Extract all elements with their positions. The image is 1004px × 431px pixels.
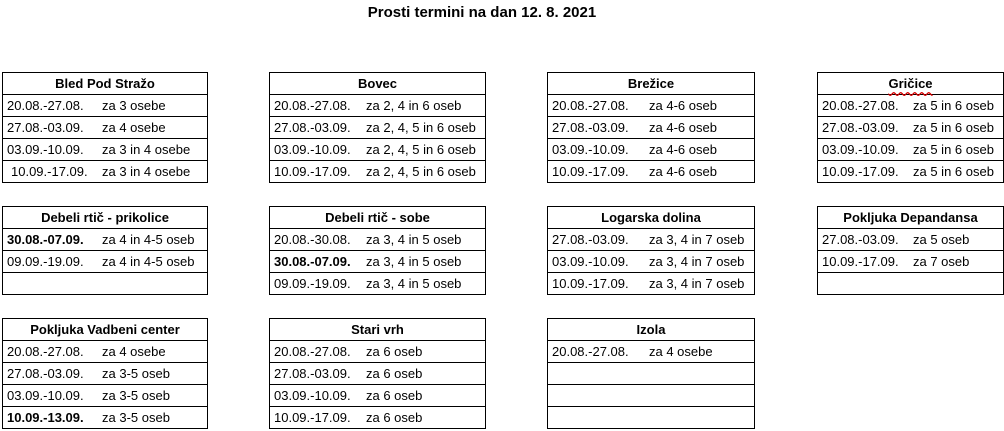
occupancy: za 3 in 4 osebe xyxy=(102,164,191,179)
date-range: 09.09.-19.09. xyxy=(7,254,84,269)
table-row xyxy=(3,407,207,428)
table-row xyxy=(548,273,754,294)
occupancy: za 3, 4 in 5 oseb xyxy=(366,276,462,291)
occupancy: za 2, 4, 5 in 6 oseb xyxy=(366,120,476,135)
occupancy: za 3-5 oseb xyxy=(102,388,170,403)
occupancy: za 5 in 6 oseb xyxy=(913,98,994,113)
occupancy: za 6 oseb xyxy=(366,366,423,381)
table-row xyxy=(818,117,1003,139)
date-range: 10.09.-17.09. xyxy=(274,164,351,179)
location-name: Bled Pod Stražo xyxy=(3,73,207,95)
date-range: 20.08.-27.08. xyxy=(7,344,84,359)
date-range: 27.08.-03.09. xyxy=(7,120,84,135)
occupancy: za 2, 4 in 6 oseb xyxy=(366,98,462,113)
table-row xyxy=(3,385,207,407)
occupancy: za 5 in 6 oseb xyxy=(913,142,994,157)
table-row xyxy=(818,161,1003,182)
occupancy: za 4 in 4-5 oseb xyxy=(102,232,195,247)
date-range: 03.09.-10.09. xyxy=(822,142,899,157)
table-row xyxy=(270,117,485,139)
date-range: 20.08.-27.08. xyxy=(274,98,351,113)
occupancy: za 5 in 6 oseb xyxy=(913,120,994,135)
occupancy: za 7 oseb xyxy=(913,254,970,269)
location-table xyxy=(547,206,755,295)
location-name: Stari vrh xyxy=(270,319,485,341)
location-name: Debeli rtič - prikolice xyxy=(3,207,207,229)
occupancy: za 6 oseb xyxy=(366,410,423,425)
date-range: 10.09.-17.09. xyxy=(11,164,88,179)
table-row xyxy=(3,341,207,363)
table-row xyxy=(3,95,207,117)
table-row xyxy=(270,385,485,407)
occupancy: za 3 in 4 osebe xyxy=(102,142,191,157)
date-range: 10.09.-13.09. xyxy=(7,410,84,425)
occupancy: za 3-5 oseb xyxy=(102,410,170,425)
occupancy: za 4 osebe xyxy=(649,344,713,359)
location-table xyxy=(547,72,755,183)
location-table xyxy=(817,72,1004,183)
page-title: Prosti termini na dan 12. 8. 2021 xyxy=(367,4,597,21)
occupancy: za 3, 4 in 7 oseb xyxy=(649,254,745,269)
occupancy: za 3, 4 in 5 oseb xyxy=(366,232,462,247)
table-row xyxy=(3,139,207,161)
occupancy: za 3, 4 in 7 oseb xyxy=(649,276,745,291)
table-row xyxy=(270,251,485,273)
occupancy: za 6 oseb xyxy=(366,344,423,359)
table-row xyxy=(3,363,207,385)
table-row xyxy=(548,117,754,139)
table-row xyxy=(548,407,754,428)
table-row xyxy=(548,251,754,273)
location-name: Gričice xyxy=(818,73,1003,95)
date-range: 27.08.-03.09. xyxy=(274,366,351,381)
location-name: Logarska dolina xyxy=(548,207,754,229)
date-range: 03.09.-10.09. xyxy=(7,142,84,157)
occupancy: za 5 in 6 oseb xyxy=(913,164,994,179)
date-range: 03.09.-10.09. xyxy=(274,388,351,403)
table-row xyxy=(548,161,754,182)
table-row xyxy=(270,161,485,182)
occupancy: za 4-6 oseb xyxy=(649,164,717,179)
location-name: Bovec xyxy=(270,73,485,95)
table-row xyxy=(270,273,485,294)
occupancy: za 4 osebe xyxy=(102,344,166,359)
occupancy: za 5 oseb xyxy=(913,232,970,247)
date-range: 27.08.-03.09. xyxy=(822,232,899,247)
table-row xyxy=(270,363,485,385)
table-row xyxy=(548,341,754,363)
table-row xyxy=(270,139,485,161)
table-row xyxy=(270,341,485,363)
date-range: 03.09.-10.09. xyxy=(552,254,629,269)
occupancy: za 3, 4 in 5 oseb xyxy=(366,254,462,269)
location-table xyxy=(269,318,486,429)
table-row xyxy=(818,273,1003,294)
location-table xyxy=(2,206,208,295)
table-row xyxy=(270,95,485,117)
date-range: 09.09.-19.09. xyxy=(274,276,351,291)
date-range: 10.09.-17.09. xyxy=(274,410,351,425)
date-range: 03.09.-10.09. xyxy=(7,388,84,403)
date-range: 27.08.-03.09. xyxy=(822,120,899,135)
location-table xyxy=(2,318,208,429)
location-table xyxy=(547,318,755,429)
location-name: Debeli rtič - sobe xyxy=(270,207,485,229)
table-row xyxy=(3,251,207,273)
table-row xyxy=(818,229,1003,251)
date-range: 10.09.-17.09. xyxy=(822,164,899,179)
date-range: 27.08.-03.09. xyxy=(274,120,351,135)
location-table xyxy=(269,206,486,295)
table-row xyxy=(818,139,1003,161)
occupancy: za 2, 4, 5 in 6 oseb xyxy=(366,142,476,157)
date-range: 20.08.-27.08. xyxy=(7,98,84,113)
date-range: 03.09.-10.09. xyxy=(552,142,629,157)
occupancy: za 6 oseb xyxy=(366,388,423,403)
occupancy: za 3-5 oseb xyxy=(102,366,170,381)
date-range: 20.08.-27.08. xyxy=(822,98,899,113)
occupancy: za 4-6 oseb xyxy=(649,142,717,157)
occupancy: za 3, 4 in 7 oseb xyxy=(649,232,745,247)
table-row xyxy=(548,95,754,117)
date-range: 20.08.-27.08. xyxy=(274,344,351,359)
table-row xyxy=(3,273,207,294)
date-range: 03.09.-10.09. xyxy=(274,142,351,157)
occupancy: za 4 in 4-5 oseb xyxy=(102,254,195,269)
date-range: 20.08.-30.08. xyxy=(274,232,351,247)
occupancy: za 3 osebe xyxy=(102,98,166,113)
date-range: 27.08.-03.09. xyxy=(7,366,84,381)
date-range: 20.08.-27.08. xyxy=(552,98,629,113)
date-range: 27.08.-03.09. xyxy=(552,120,629,135)
date-range: 10.09.-17.09. xyxy=(552,164,629,179)
date-range: 30.08.-07.09. xyxy=(274,254,351,269)
occupancy: za 4 osebe xyxy=(102,120,166,135)
date-range: 30.08.-07.09. xyxy=(7,232,84,247)
date-range: 10.09.-17.09. xyxy=(822,254,899,269)
location-table xyxy=(2,72,208,183)
location-name: Izola xyxy=(548,319,754,341)
table-row xyxy=(818,251,1003,273)
table-row xyxy=(548,363,754,385)
date-range: 10.09.-17.09. xyxy=(552,276,629,291)
table-row xyxy=(3,229,207,251)
table-row xyxy=(548,229,754,251)
table-row xyxy=(270,407,485,428)
table-row xyxy=(548,139,754,161)
location-table xyxy=(817,206,1004,295)
table-row xyxy=(3,117,207,139)
date-range: 20.08.-27.08. xyxy=(552,344,629,359)
location-name: Pokljuka Vadbeni center xyxy=(3,319,207,341)
location-name: Brežice xyxy=(548,73,754,95)
date-range: 27.08.-03.09. xyxy=(552,232,629,247)
table-row xyxy=(818,95,1003,117)
occupancy: za 4-6 oseb xyxy=(649,120,717,135)
table-row xyxy=(3,161,207,182)
location-table xyxy=(269,72,486,183)
table-row xyxy=(548,385,754,407)
occupancy: za 4-6 oseb xyxy=(649,98,717,113)
occupancy: za 2, 4, 5 in 6 oseb xyxy=(366,164,476,179)
table-row xyxy=(270,229,485,251)
location-name: Pokljuka Depandansa xyxy=(818,207,1003,229)
